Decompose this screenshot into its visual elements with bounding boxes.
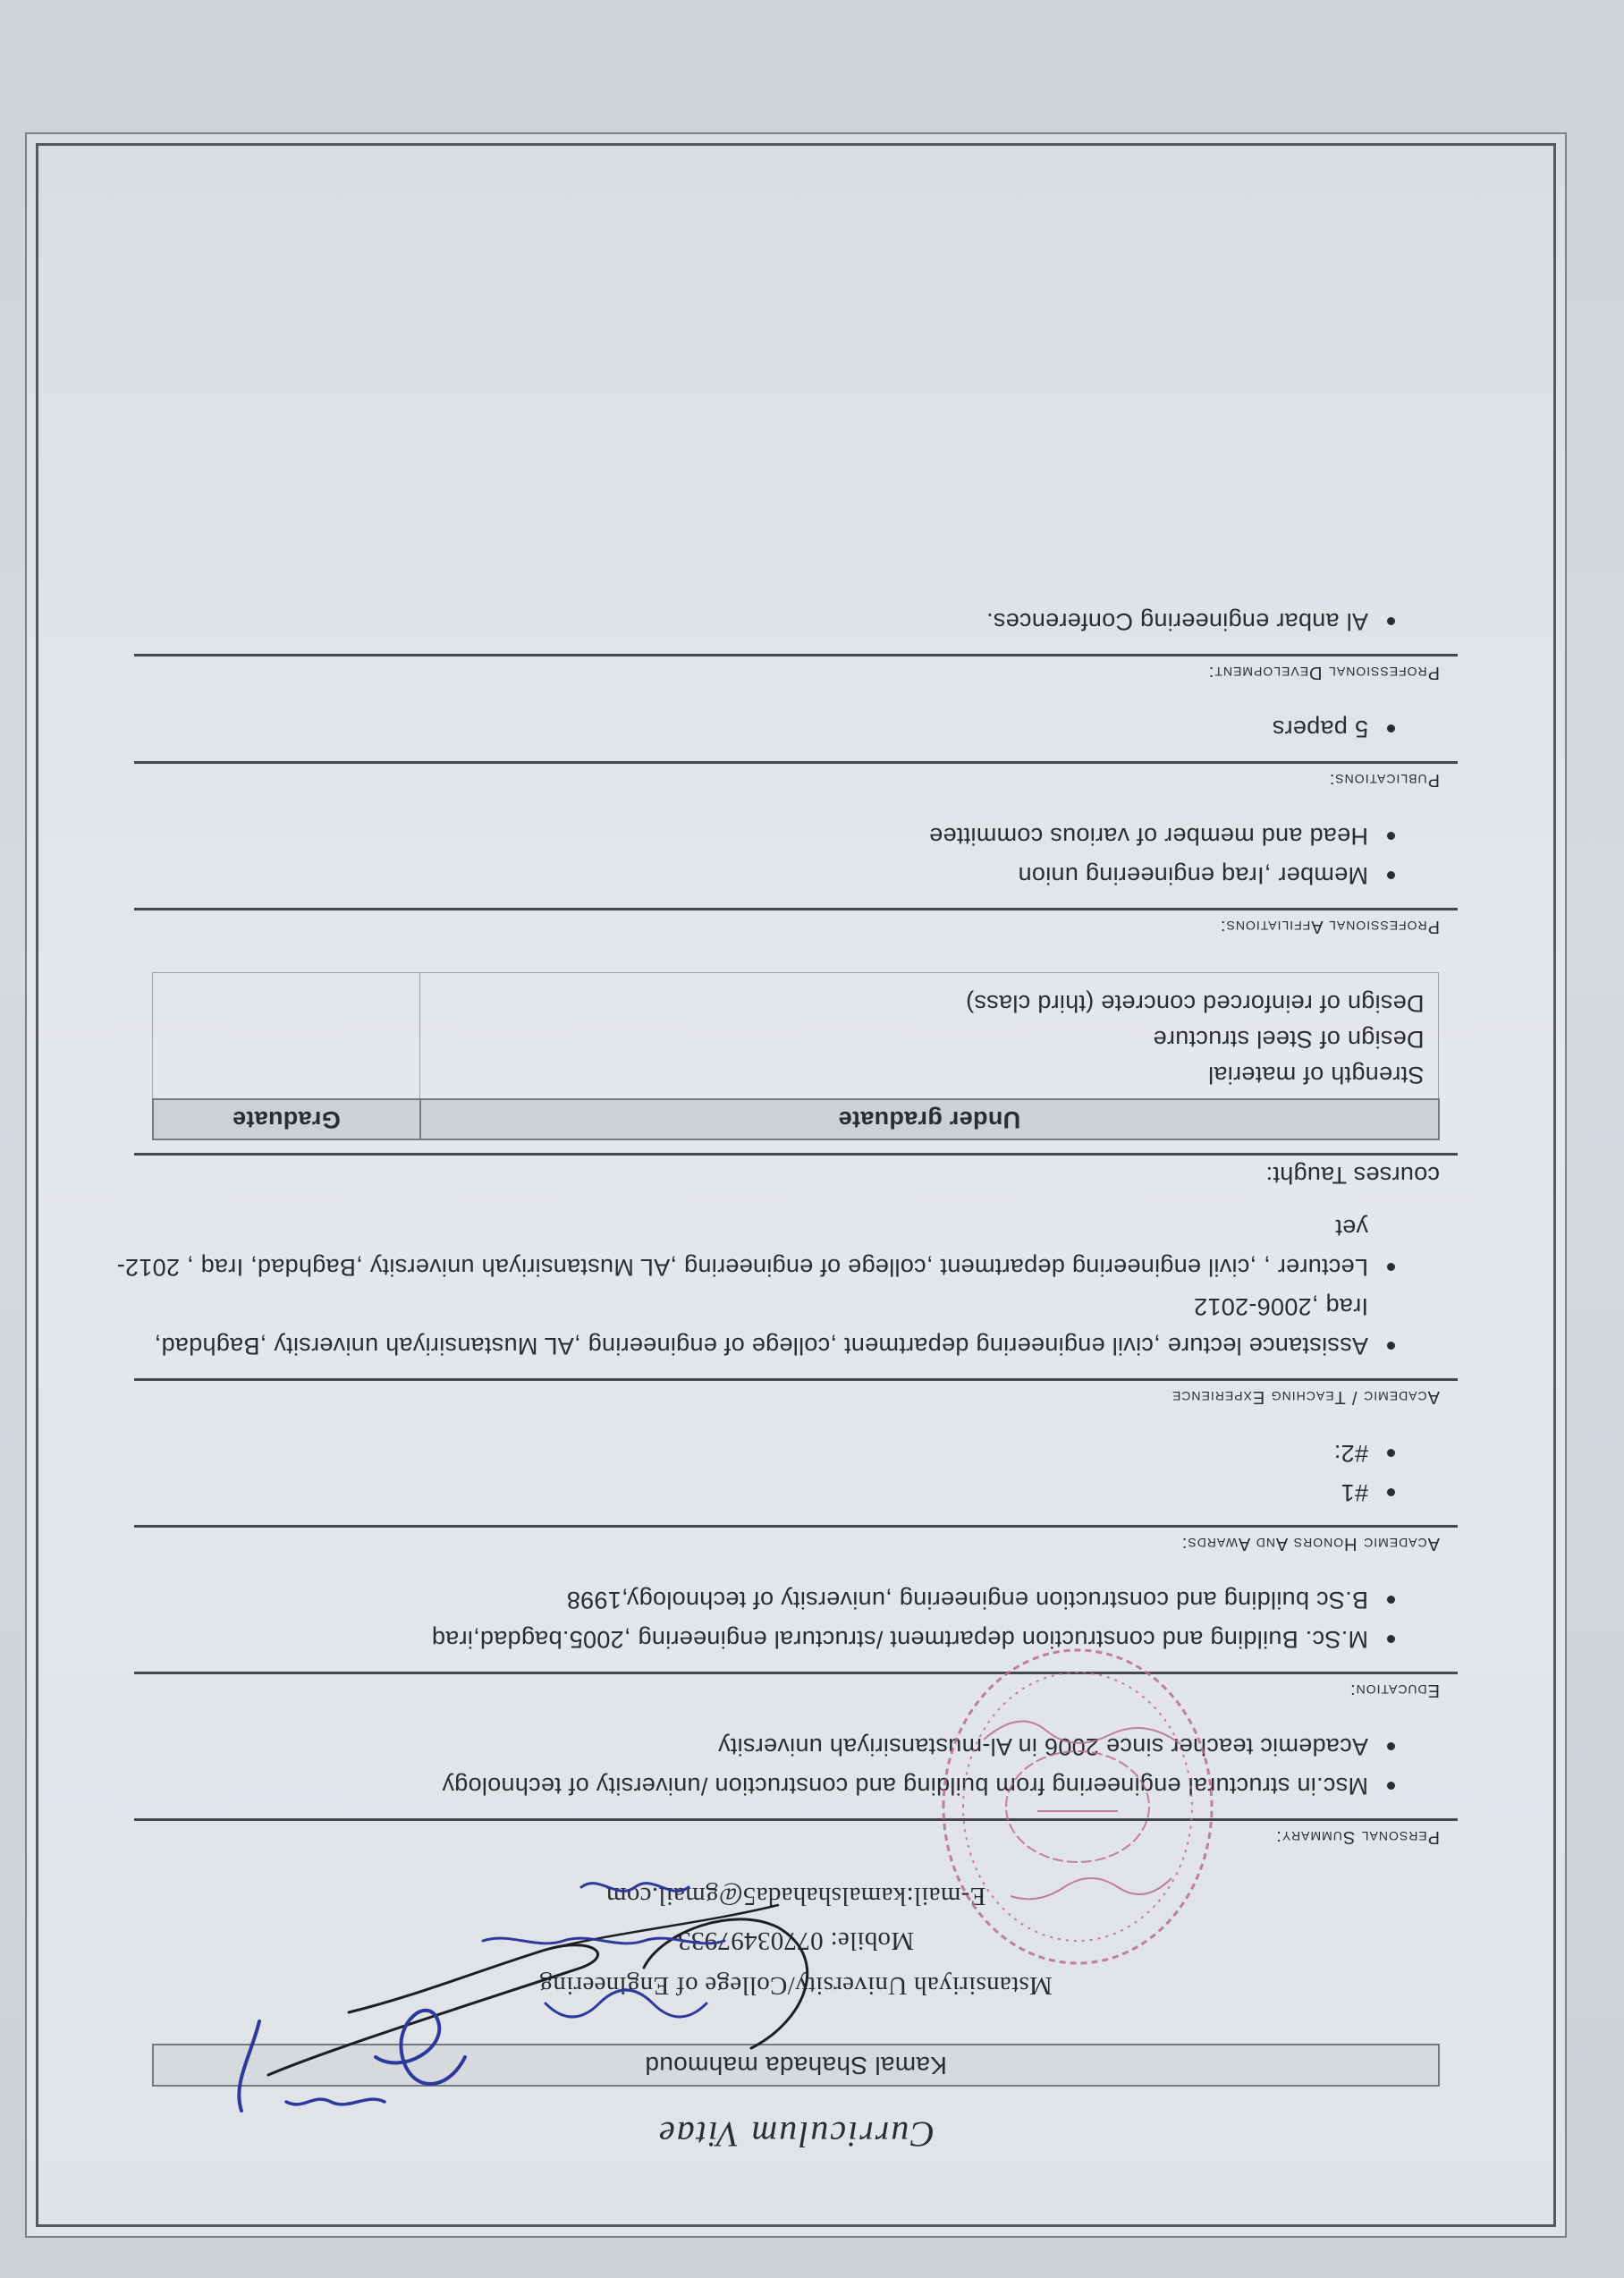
list-item: #2: bbox=[116, 1434, 1395, 1473]
candidate-name: Kamal Shahada mahmoud bbox=[645, 2052, 947, 2079]
undergraduate-courses-cell bbox=[420, 973, 1439, 1100]
institution: Mstansiriyah University/College of Engineering bbox=[539, 1971, 1053, 2000]
list-item: M.Sc. Building and construction department /structural engineering ,2005.bagdad,iraq bbox=[116, 1620, 1395, 1659]
table-header-graduate: Graduate bbox=[153, 1099, 420, 1139]
list-item: B.Sc building and construction engineering ,university of technology,1998 bbox=[116, 1580, 1395, 1620]
email: E-mail:kamalshahada5@gmail.com bbox=[605, 1882, 986, 1910]
list-item: #1 bbox=[116, 1473, 1395, 1512]
section-divider bbox=[134, 761, 1458, 764]
education-list bbox=[116, 1580, 1476, 1659]
section-title-teaching: Academic / Teaching Experience bbox=[1171, 1387, 1440, 1407]
cv-sheet bbox=[27, 134, 1565, 2236]
list-item: Al anbar engineering Conferences. bbox=[116, 602, 1395, 641]
list-item: Academic teacher since 2006 in Al-mustansiriyah university bbox=[116, 1727, 1395, 1766]
institution-stamp bbox=[930, 1637, 1225, 1977]
section-divider bbox=[134, 1378, 1458, 1381]
affiliations-list bbox=[116, 817, 1476, 895]
table-header-row bbox=[153, 1099, 1439, 1139]
development-list bbox=[116, 602, 1476, 641]
list-item: Lecturer , ,civil engineering department ,college of engineering ,AL Mustansiriyah university ,Baghdad, Iraq , 2012-yet bbox=[116, 1208, 1395, 1287]
course-item: Design of reinforced concrete (third class) bbox=[965, 990, 1425, 1017]
section-title-personal-summary: Personal Summary: bbox=[1275, 1827, 1440, 1847]
section-divider bbox=[134, 654, 1458, 656]
graduate-courses-cell bbox=[153, 973, 420, 1100]
section-title-education: Education: bbox=[1349, 1681, 1440, 1700]
course-item: Design of Steel structure bbox=[1153, 1026, 1425, 1053]
list-item: Head and member of various committee bbox=[116, 817, 1395, 856]
courses-label: courses Taught: bbox=[1265, 1162, 1440, 1189]
section-title-honors: Academic Honors And Awards: bbox=[1180, 1534, 1440, 1554]
section-title-development: Professional Development: bbox=[1207, 663, 1440, 682]
section-divider bbox=[134, 1672, 1458, 1674]
section-divider bbox=[134, 1153, 1458, 1156]
section-divider bbox=[134, 1525, 1458, 1528]
list-item: Msc.in structural engineering from building and construction /university of technology bbox=[116, 1766, 1395, 1806]
list-item: Assistance lecture ,civil engineering department ,college of engineering ,AL Mustansiriyah university ,Baghdad, Iraq ,2006-2012 bbox=[116, 1287, 1395, 1366]
publications-list bbox=[116, 709, 1476, 749]
teaching-list bbox=[116, 1208, 1476, 1366]
section-title-publications: Publications: bbox=[1328, 770, 1440, 790]
section-divider bbox=[134, 908, 1458, 910]
section-divider bbox=[134, 1818, 1458, 1821]
table-row bbox=[153, 973, 1439, 1100]
list-item: 5 papers bbox=[116, 709, 1395, 749]
table-header-undergraduate: Under graduate bbox=[420, 1099, 1439, 1139]
mobile: Mobile: 07703497933 bbox=[677, 1927, 915, 1955]
personal-summary-list bbox=[116, 1727, 1476, 1806]
signature-marks bbox=[0, 1860, 885, 2155]
honors-list bbox=[116, 1434, 1476, 1512]
list-item: Member ,Iraq engineering union bbox=[116, 856, 1395, 895]
course-item: Strength of material bbox=[1207, 1062, 1425, 1088]
cv-title: Curriculum Vitae bbox=[656, 2114, 935, 2155]
courses-table bbox=[152, 972, 1440, 1140]
section-title-affiliations: Professional Affiliations: bbox=[1219, 917, 1440, 936]
